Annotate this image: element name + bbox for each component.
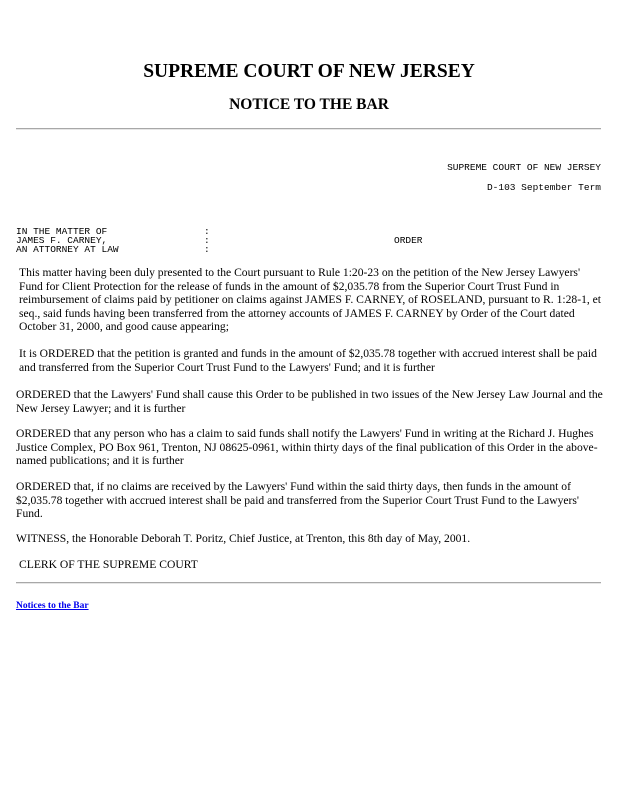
order-label: ORDER [394,235,423,246]
order-paragraph-1: It is ORDERED that the petition is granted and funds in the amount of $2,035.78 together with accrued interest shall be paid and transferred from the Superior Court Trust Fund to the Lawyers' Fund; and it is further [19,347,597,374]
order-paragraph-4: ORDERED that, if no claims are received by the Lawyers' Fund within the said thirty days, then funds in the amount of $2,035.78 together with accrued interest shall be paid and transferred from the Superior Court Trust Fund to the Lawyers' Fund. [16,480,579,521]
docket-court: SUPREME COURT OF NEW JERSEY [447,162,601,173]
recital-paragraph: This matter having been duly presented to the Court pursuant to Rule 1:20-23 on the petition of the New Jersey Lawyers' Fund for Client Protection for the release of funds in the amount of $2,035.78 from the Superior Court Trust Fund in reimbursement of claims paid by petitioner on claims against JAMES F. CARNEY, of ROSELAND, pursuant to R. 1:28-1, et seq., said funds having been transferred from the attorney accounts of JAMES F. CARNEY by Order of the Court dated October 31, 2000, and good cause appearing; [19,266,602,334]
order-paragraph-3: ORDERED that any person who has a claim to said funds shall notify the Lawyers' Fund in writing at the Richard J. Hughes Justice Complex, PO Box 961, Trenton, NJ 08625-0961, within thirty days of the final publication of this Order in the above-named publications; and it is further [16,427,598,468]
court-heading: SUPREME COURT OF NEW JERSEY [143,61,475,82]
caption-colon: : [204,244,210,255]
witness-paragraph: WITNESS, the Honorable Deborah T. Poritz, Chief Justice, at Trenton, this 8th day of May, 2001. [16,532,471,545]
caption-line-1: IN THE MATTER OF [16,226,108,237]
caption-colon: : [204,235,210,246]
docket-term: D-103 September Term [486,182,601,193]
caption-colon: : [204,226,210,237]
bottom-divider [16,582,601,584]
order-paragraph-2: ORDERED that the Lawyers' Fund shall cause this Order to be published in two issues of the New Jersey Law Journal and the New Jersey Lawyer; and it is further [16,388,603,415]
caption-line-3: AN ATTORNEY AT LAW [16,244,119,255]
notices-to-the-bar-link[interactable]: Notices to the Bar [16,601,89,611]
clerk-signature: CLERK OF THE SUPREME COURT [19,558,198,571]
notice-heading: NOTICE TO THE BAR [229,96,389,113]
caption-line-2: JAMES F. CARNEY, [16,235,108,246]
top-divider [16,128,601,130]
